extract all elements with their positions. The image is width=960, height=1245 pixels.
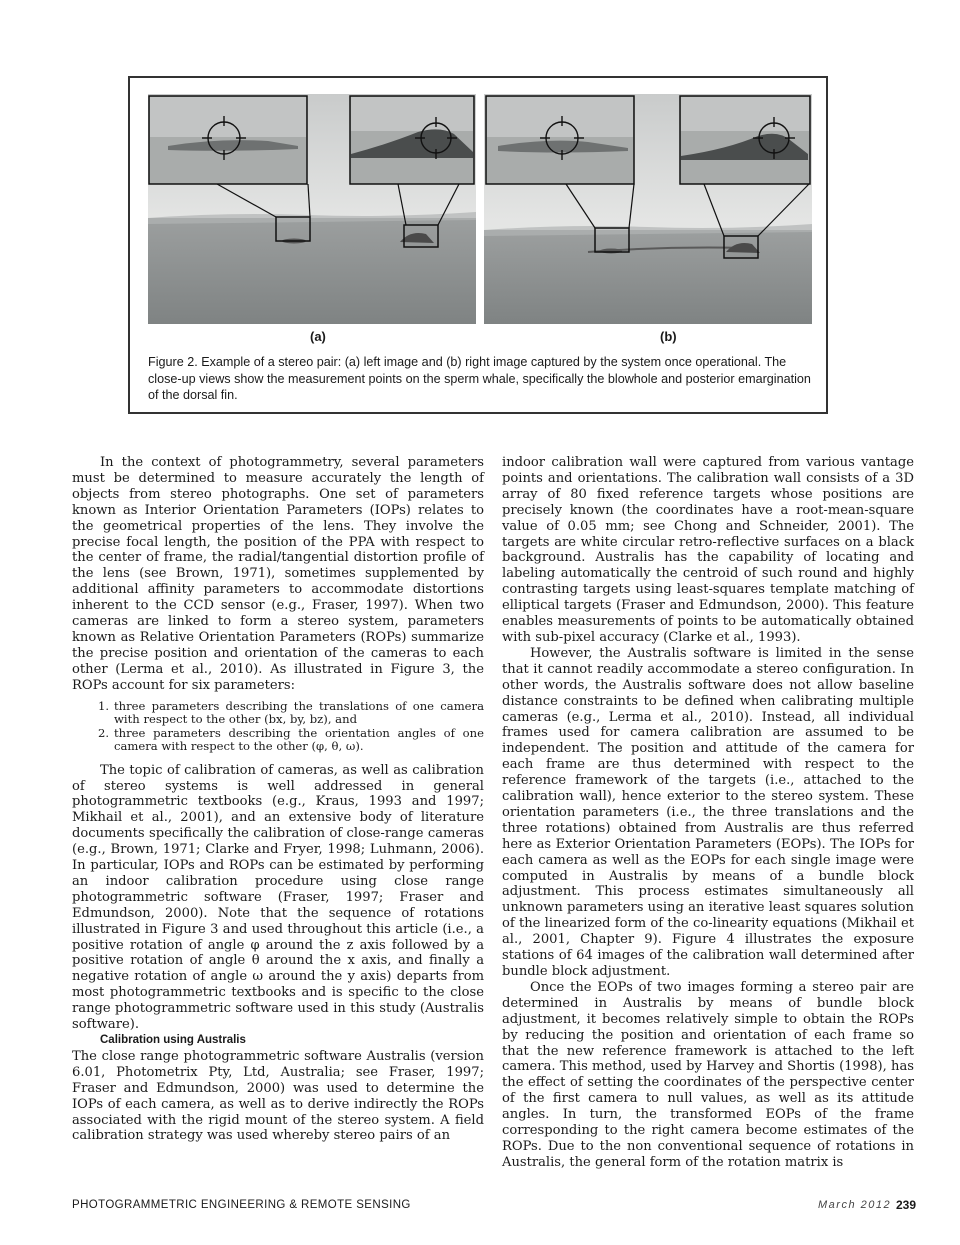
list-number: 1.	[98, 698, 110, 713]
list-text: three parameters describing the translations of one camera with respect to the other (bx, by, bz), and	[114, 698, 484, 727]
issue-date: March 2012	[818, 1199, 892, 1211]
right-paragraph-1: indoor calibration wall were captured from various vantage points and orientations. The calibration wall consists of a 3D array of 80 fixed reference targets whose positions are precisely known (the coordinates have a root-mean-square value of 0.05 mm; see Chong and Schneider, 2001). The targets are white circular retro-reflective surfaces on a black background. Australis has the capability of locating and labeling automatically the centroid of such round and highly contrasting targets using least-squares template matching of elliptical targets (Fraser and Edmundson, 2000). This feature enables measurements of points to be automatically obtained with sub-pixel accuracy (Clarke et al., 1993).	[502, 455, 914, 645]
right-paragraph-2: However, the Australis software is limited in the sense that it cannot readily accommodate a stereo configuration. In other words, the Australis software does not allow baseline distance constraints to be defined when calibrating multiple cameras (e.g., Lerma et al., 2010). Instead, all individual frames used for camera calibration are assumed to be independent. The position and attitude of the camera for each frame are thus determined with respect to the reference framework of the targets (i.e., attached to the calibration wall), hence exterior to the stereo system. These orientation parameters (i.e., the three translations and the three rotations) obtained from Australis are thus referred here as Exterior Orientation Parameters (EOPs). The IOPs for each camera as well as the EOPs for each single image were computed in Australis by means of a bundle block adjustment. This process estimates simultaneously all unknown parameters using an iterative least squares solution of the linearized form of the co-linearity equations (Mikhail et al., 2001, Chapter 9). Figure 4 illustrates the exposure stations of 64 images of the calibration wall determined after bundle block adjustment.	[502, 645, 914, 979]
label-b: (b)	[660, 329, 677, 344]
left-blowhole-closeup	[149, 96, 307, 184]
left-image	[148, 94, 476, 324]
right-paragraph-3: Once the EOPs of two images forming a stereo pair are determined in Australis by means of bundle block adjustment, it becomes relatively simple to obtain the ROPs by reducing the position and orientation of each frame so that the new reference framework is attached to the left camera. This method, used by Harvey and Shortis (1998), has the effect of setting the coordinates of the perspective center of the first camera to null values, as well as its attitude angles. In turn, the transformed EOPs of the frame corresponding to the right camera become estimates of the ROPs. Due to the non conventional sequence of rotations in Australis, the general form of the rotation matrix is	[502, 979, 914, 1170]
right-image	[484, 94, 812, 324]
left-paragraph-1: In the context of photogrammetry, several parameters must be determined to measure accurately the length of objects from stereo photographs. One set of parameters known as Interior Orientation Parameters (IOPs) relates to the geometrical properties of the lens. They involve the precise focal length, the position of the PPA with respect to the center of frame, the radial/tangential distortion profile of the lens (see Brown, 1971), sometimes supplemented by additional affinity parameters to accommodate distortions inherent to the CCD sensor (e.g., Fraser, 1997). When two cameras are linked to form a stereo system, parameters known as Relative Orientation Parameters (ROPs) summarize the precise position and orientation of the cameras to each other (Lerma et al., 2010). As illustrated in Figure 3, the ROPs account for six parameters:	[72, 455, 484, 693]
rop-list	[72, 700, 484, 754]
right-column	[502, 455, 914, 1171]
label-a: (a)	[310, 329, 326, 344]
section-heading: Calibration using Australis	[100, 1034, 246, 1046]
left-column	[72, 455, 484, 1144]
left-fin-closeup	[350, 96, 474, 184]
list-text: three parameters describing the orientation angles of one camera with respect to the other (φ, θ, ω).	[114, 725, 484, 754]
right-fin-closeup	[680, 96, 810, 184]
list-number: 2.	[98, 725, 110, 740]
right-blowhole-closeup	[486, 96, 634, 184]
page-number: 239	[896, 1198, 917, 1212]
list-item	[72, 700, 484, 727]
figure-2	[128, 76, 828, 414]
left-paragraph-3: The close range photogrammetric software Australis (version 6.01, Photometrix Pty, Ltd, Australia; see Fraser, 1997; Fraser and Edmundson, 2000) was used to determine the IOPs of each camera, as well as to derive indirectly the ROPs associated with the rigid mount of the stereo system. A field calibration strategy was used whereby stereo pairs of an	[72, 1048, 484, 1144]
left-paragraph-2: The topic of calibration of cameras, as well as calibration of stereo systems is well addressed in general photogrammetric textbooks (e.g., Kraus, 1993 and 1997; Mikhail et al., 2001), and an extensive body of literature documents specifically the calibration of close-range cameras (e.g., Brown, 1971; Clarke and Fryer, 1998; Luhmann, 2006). In particular, IOPs and ROPs can be estimated by performing an indoor calibration procedure using close range photogrammetric software (Fraser, 1997; Fraser and Edmundson, 2000). Note that the sequence of rotations illustrated in Figure 3 and used throughout this article (i.e., a positive rotation of angle φ around the z axis followed by a positive rotation of angle θ around the x axis, and finally a negative rotation of angle ω around the y axis) departs from most photogrammetric textbooks and is specific to the close range photogrammetric software used in this study (Australis software).	[72, 762, 484, 1033]
journal-name: PHOTOGRAMMETRIC ENGINEERING & REMOTE SENSING	[72, 1199, 411, 1211]
list-item	[72, 727, 484, 754]
figure-caption: Figure 2. Example of a stereo pair: (a) left image and (b) right image captured by the system once operational. The close-up views show the measurement points on the sperm whale, specifically the blowhole and posterior emargination of the dorsal fin.	[148, 355, 811, 402]
stereo-photo-pair	[148, 94, 812, 324]
